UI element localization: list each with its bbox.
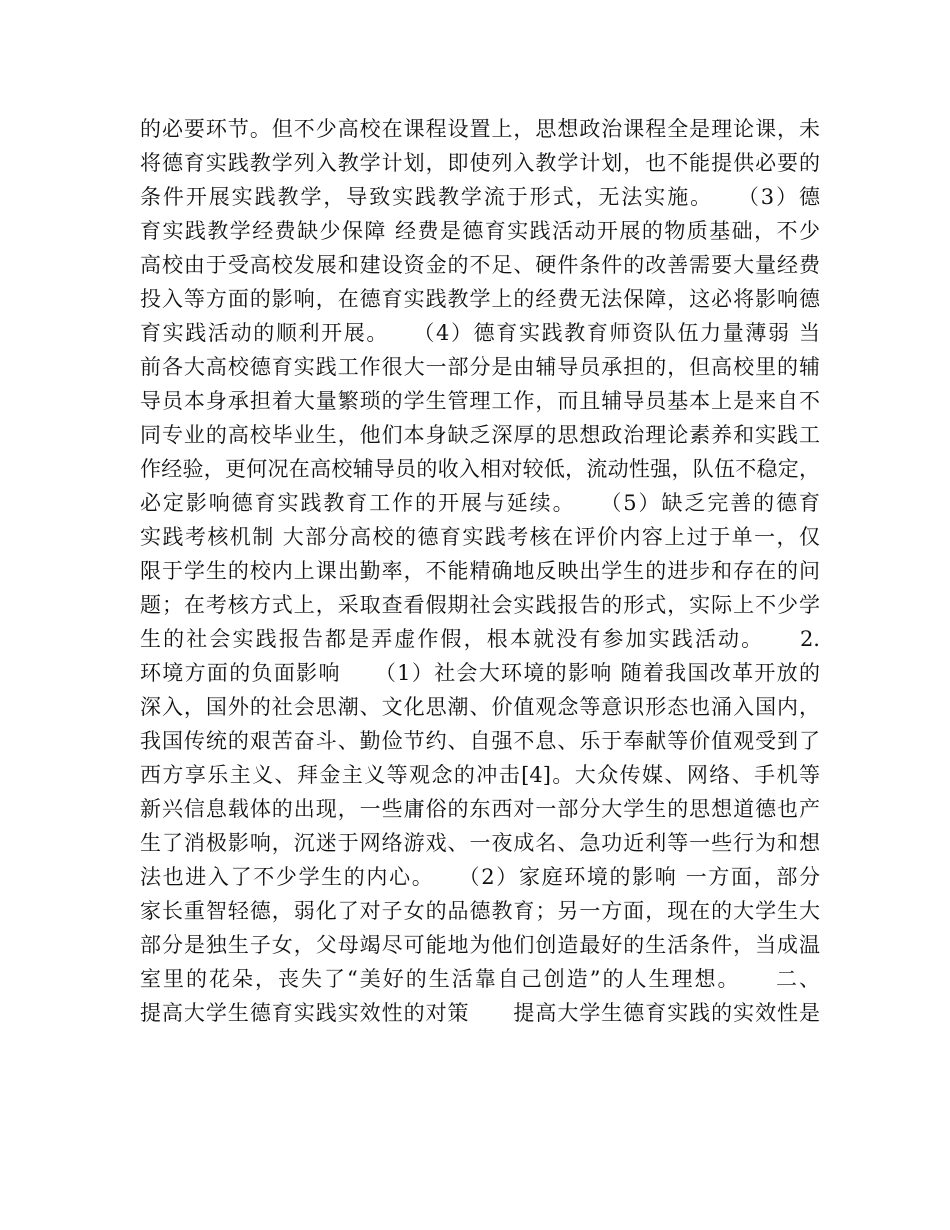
- text-line: 导员本身承担着大量繁琐的学生管理工作，而且辅导员基本上是来自不: [140, 389, 820, 413]
- text-line: 西方享乐主义、拜金主义等观念的冲击[4]。大众传媒、网络、手机等: [140, 763, 820, 787]
- text-line: 深入，国外的社会思潮、文化思潮、价值观念等意识形态也涌入国内，: [140, 695, 820, 719]
- text-line: 育实践教学经费缺少保障 经费是德育实践活动开展的物质基础，不少: [140, 219, 820, 243]
- text-line: 的必要环节。但不少高校在课程设置上，思想政治课程全是理论课，未: [140, 117, 820, 141]
- text-line: 将德育实践教学列入教学计划，即使列入教学计划，也不能提供必要的: [140, 151, 820, 175]
- text-line: 环境方面的负面影响 （1）社会大环境的影响 随着我国改革开放的: [140, 661, 820, 685]
- text-line: 作经验，更何况在高校辅导员的收入相对较低，流动性强，队伍不稳定，: [140, 457, 820, 481]
- text-line: 条件开展实践教学，导致实践教学流于形式，无法实施。 （3）德: [140, 185, 820, 209]
- text-line: 我国传统的艰苦奋斗、勤俭节约、自强不息、乐于奉献等价值观受到了: [140, 729, 820, 753]
- text-line: 法也进入了不少学生的内心。 （2）家庭环境的影响 一方面，部分: [140, 865, 820, 889]
- text-line: 提高大学生德育实践实效性的对策 提高大学生德育实践的实效性是: [140, 1001, 820, 1025]
- text-line: 前各大高校德育实践工作很大一部分是由辅导员承担的，但高校里的辅: [140, 355, 820, 379]
- text-line: 投入等方面的影响，在德育实践教学上的经费无法保障，这必将影响德: [140, 287, 820, 311]
- text-line: 部分是独生子女，父母竭尽可能地为他们创造最好的生活条件，当成温: [140, 933, 820, 957]
- text-line: 生的社会实践报告都是弄虚作假，根本就没有参加实践活动。 2.: [140, 627, 820, 651]
- text-line: 同专业的高校毕业生，他们本身缺乏深厚的思想政治理论素养和实践工: [140, 423, 820, 447]
- text-line: 实践考核机制 大部分高校的德育实践考核在评价内容上过于单一，仅: [140, 525, 820, 549]
- text-line: 室里的花朵，丧失了“美好的生活靠自己创造”的人生理想。 二、: [140, 967, 820, 991]
- text-line: 限于学生的校内上课出勤率，不能精确地反映出学生的进步和存在的问: [140, 559, 820, 583]
- text-line: 家长重智轻德，弱化了对子女的品德教育；另一方面，现在的大学生大: [140, 899, 820, 923]
- text-line: 新兴信息载体的出现，一些庸俗的东西对一部分大学生的思想道德也产: [140, 797, 820, 821]
- body-paragraph: [140, 112, 820, 1030]
- text-line: 生了消极影响，沉迷于网络游戏、一夜成名、急功近利等一些行为和想: [140, 831, 820, 855]
- text-line: 高校由于受高校发展和建设资金的不足、硬件条件的改善需要大量经费: [140, 253, 820, 277]
- text-line: 育实践活动的顺利开展。 （4）德育实践教育师资队伍力量薄弱 当: [140, 321, 820, 345]
- text-line: 题；在考核方式上，采取查看假期社会实践报告的形式，实际上不少学: [140, 593, 820, 617]
- text-line: 必定影响德育实践教育工作的开展与延续。 （5）缺乏完善的德育: [140, 491, 820, 515]
